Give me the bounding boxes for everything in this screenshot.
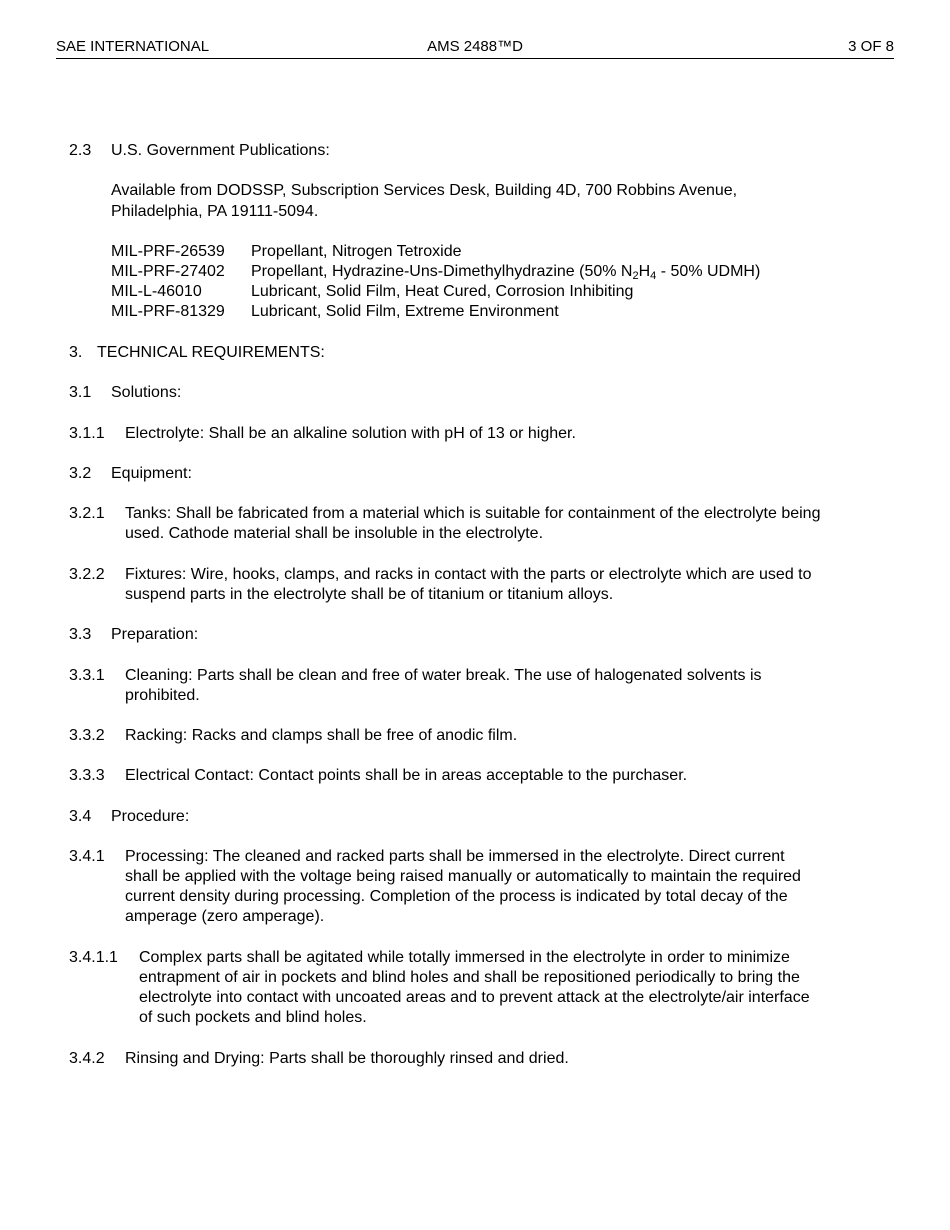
paragraph-line: electrolyte into contact with uncoated areas and to prevent attack at the electrolyte/air interface (139, 989, 810, 1006)
section-number: 3. (69, 344, 83, 361)
section-number: 3.2 (69, 465, 92, 482)
section-number: 3.4.1.1 (69, 949, 118, 966)
paragraph-line: amperage (zero amperage). (125, 908, 325, 925)
paragraph-line: entrapment of air in pockets and blind holes and shall be repositioned periodically to bring the (139, 969, 800, 986)
paragraph-line: Cleaning: Parts shall be clean and free of water break. The use of halogenated solvents is (125, 667, 762, 684)
paragraph-line: suspend parts in the electrolyte shall be of titanium or titanium alloys. (125, 586, 614, 603)
paragraph-line: Available from DODSSP, Subscription Services Desk, Building 4D, 700 Robbins Avenue, (111, 182, 738, 199)
spec-id: MIL-PRF-27402 (111, 263, 225, 280)
section-title: U.S. Government Publications: (111, 142, 330, 159)
section-title: Procedure: (111, 808, 190, 825)
spec-id: MIL-PRF-81329 (111, 303, 225, 320)
paragraph-line: shall be applied with the voltage being raised manually or automatically to maintain the required (125, 868, 801, 885)
header-page-number: 3 OF 8 (848, 38, 894, 55)
paragraph-line: Rinsing and Drying: Parts shall be thoroughly rinsed and dried. (125, 1050, 569, 1067)
paragraph-line: Tanks: Shall be fabricated from a material which is suitable for containment of the electrolyte being (125, 505, 821, 522)
section-number: 3.3.2 (69, 727, 105, 744)
section-number: 3.2.1 (69, 505, 105, 522)
section-number: 3.1 (69, 384, 92, 401)
paragraph-line: prohibited. (125, 687, 200, 704)
paragraph-line: Processing: The cleaned and racked parts shall be immersed in the electrolyte. Direct current (125, 848, 785, 865)
header-organization: SAE INTERNATIONAL (56, 38, 210, 55)
section-title: Preparation: (111, 626, 199, 643)
section-number: 3.2.2 (69, 566, 105, 583)
section-number: 3.4.2 (69, 1050, 105, 1067)
paragraph-line: of such pockets and blind holes. (139, 1009, 367, 1026)
section-number: 2.3 (69, 142, 92, 159)
paragraph-line: Racking: Racks and clamps shall be free of anodic film. (125, 727, 518, 744)
section-title: Equipment: (111, 465, 192, 482)
paragraph-line: Electrolyte: Shall be an alkaline solution with pH of 13 or higher. (125, 425, 576, 442)
paragraph-line: Electrical Contact: Contact points shall be in areas acceptable to the purchaser. (125, 767, 688, 784)
spec-title: Lubricant, Solid Film, Heat Cured, Corrosion Inhibiting (251, 283, 634, 300)
spec-title: Lubricant, Solid Film, Extreme Environment (251, 303, 559, 320)
section-title: Solutions: (111, 384, 182, 401)
section-number: 3.3 (69, 626, 92, 643)
section-number: 3.1.1 (69, 425, 105, 442)
spec-id: MIL-PRF-26539 (111, 243, 225, 260)
paragraph-line: current density during processing. Completion of the process is indicated by total decay of the (125, 888, 788, 905)
section-title: TECHNICAL REQUIREMENTS: (97, 344, 325, 361)
page-header (56, 38, 894, 59)
paragraph-line: Fixtures: Wire, hooks, clamps, and racks in contact with the parts or electrolyte which are used to (125, 566, 812, 583)
section-number: 3.4 (69, 808, 92, 825)
header-document-id: AMS 2488™D (427, 38, 523, 55)
section-number: 3.4.1 (69, 848, 105, 865)
paragraph-line: Philadelphia, PA 19111-5094. (111, 203, 319, 220)
spec-title: Propellant, Nitrogen Tetroxide (251, 243, 462, 260)
paragraph-line: used. Cathode material shall be insoluble in the electrolyte. (125, 525, 544, 542)
paragraph-line: Complex parts shall be agitated while totally immersed in the electrolyte in order to minimize (139, 949, 790, 966)
section-number: 3.3.3 (69, 767, 105, 784)
spec-title: Propellant, Hydrazine-Uns-Dimethylhydrazine (50% $N_2H_4 - 50\%$ UDMH) (251, 263, 761, 282)
section-number: 3.3.1 (69, 667, 105, 684)
spec-id: MIL-L-46010 (111, 283, 202, 300)
